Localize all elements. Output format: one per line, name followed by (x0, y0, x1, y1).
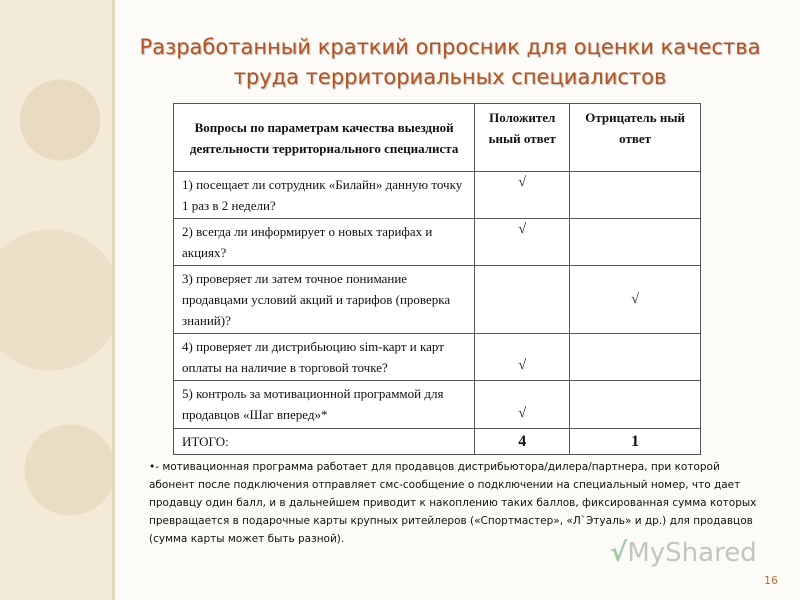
total-positive: 4 (475, 429, 570, 455)
positive-answer-cell: √ (475, 172, 570, 219)
footnote (149, 458, 759, 548)
page-number: 16 (764, 574, 778, 587)
header-negative: Отрицатель ный ответ (570, 104, 701, 172)
negative-answer-cell: √ (570, 266, 701, 334)
positive-answer-cell (475, 266, 570, 334)
total-negative: 1 (570, 429, 701, 455)
positive-answer-cell: √ (475, 381, 570, 429)
question-cell: 2) всегда ли информирует о новых тарифах и акциях? (174, 219, 475, 266)
table-header-row (174, 104, 701, 172)
negative-answer-cell (570, 172, 701, 219)
footnote-bullet: • (149, 461, 156, 473)
negative-answer-cell (570, 381, 701, 429)
slide-title (120, 32, 780, 92)
header-positive: Положител ьный ответ (475, 104, 570, 172)
table-row (174, 334, 701, 381)
header-questions: Вопросы по параметрам качества выездной деятельности территориального специалиста (174, 104, 475, 172)
table-row (174, 219, 701, 266)
total-row (174, 429, 701, 455)
decorative-divider (112, 0, 115, 600)
watermark-logo (610, 538, 757, 568)
title-line-2: труда территориальных специалистов (233, 65, 667, 89)
positive-answer-cell: √ (475, 219, 570, 266)
question-cell: 4) проверяет ли дистрибьюцию sim-карт и карт оплаты на наличие в торговой точке? (174, 334, 475, 381)
negative-answer-cell (570, 219, 701, 266)
negative-answer-cell (570, 334, 701, 381)
total-label: ИТОГО: (174, 429, 475, 455)
footnote-text: - мотивационная программа работает для продавцов дистрибьютора/дилера/партнера, при которой абонент после подключения отправляет смс-сообщение о подключении на специальный номер, что дает продавцу один балл, и в дальнейшем приводит к накоплению таких баллов, фиксированная сумма которых превращается в подарочные карты крупных ритейлеров («Спортмастер», «Л`Этуаль» и др.) для продавцов (сумма карты может быть разной). (149, 461, 757, 545)
title-line-1: Разработанный краткий опросник для оценки качества (139, 35, 761, 59)
watermark-text: MyShared (627, 538, 757, 568)
positive-answer-cell: √ (475, 334, 570, 381)
survey-table (173, 103, 701, 455)
question-cell: 3) проверяет ли затем точное понимание продавцами условий акций и тарифов (проверка знаний)? (174, 266, 475, 334)
checkmark-icon: √ (610, 538, 628, 568)
decorative-side-band (0, 0, 112, 600)
question-cell: 5) контроль за мотивационной программой для продавцов «Шаг вперед»* (174, 381, 475, 429)
question-cell: 1) посещает ли сотрудник «Билайн» данную точку 1 раз в 2 недели? (174, 172, 475, 219)
table-row (174, 381, 701, 429)
table-row (174, 266, 701, 334)
table-row (174, 172, 701, 219)
